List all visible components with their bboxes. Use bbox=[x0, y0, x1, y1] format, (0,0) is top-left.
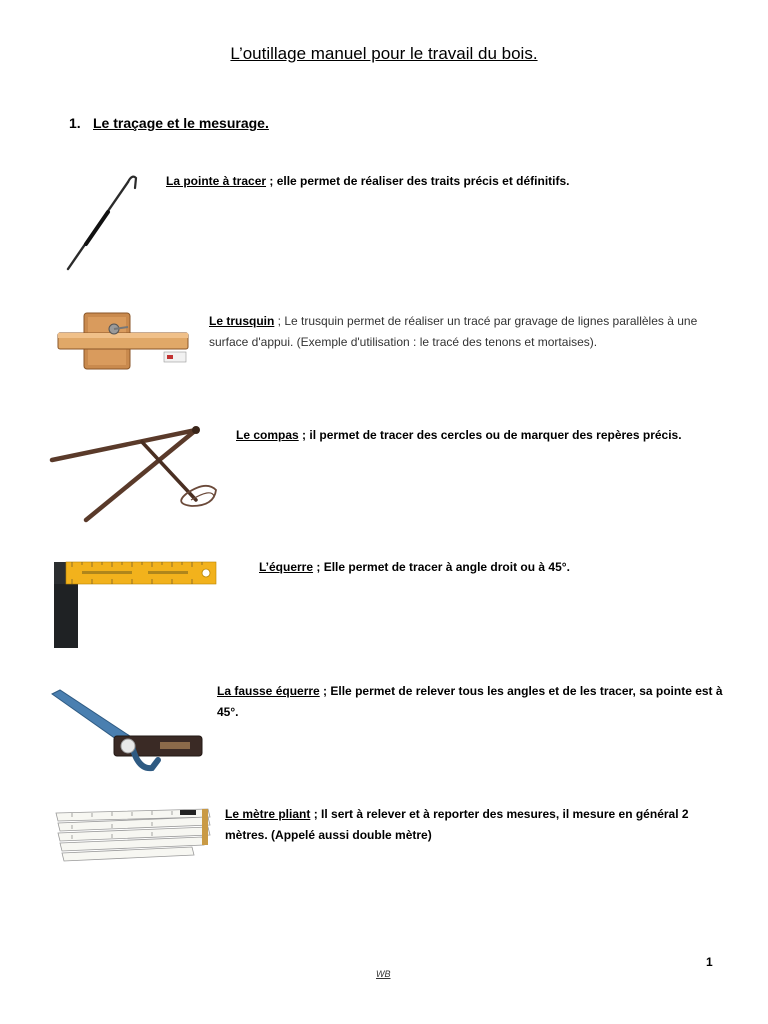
tool-name: La pointe à tracer bbox=[166, 174, 267, 188]
tool-description: ; Le trusquin permet de réaliser un tracé par gravage de lignes parallèles à une surface d'appui. (Exemple d'utilisation : le tracé des tenons et mortaises). bbox=[209, 314, 698, 349]
tool-name: La fausse équerre bbox=[217, 684, 320, 698]
page-number: 1 bbox=[706, 955, 713, 969]
tool-item-marking-gauge bbox=[209, 311, 729, 353]
document-title: L’outillage manuel pour le travail du bois. bbox=[230, 44, 538, 63]
tool-item-sliding-bevel bbox=[217, 681, 727, 723]
scriber-tool-image bbox=[56, 172, 140, 274]
section-label: Le traçage et le mesurage. bbox=[93, 115, 269, 131]
footer-initials: WB bbox=[376, 969, 391, 979]
tool-name: Le mètre pliant bbox=[225, 807, 311, 821]
try-square-image bbox=[52, 560, 218, 650]
tool-description: ; Elle permet de tracer à angle droit ou à 45°. bbox=[313, 560, 570, 574]
compass-image bbox=[46, 420, 220, 526]
section-number: 1. bbox=[69, 115, 81, 131]
tool-description: ; Elle permet de relever tous les angles et de les tracer, sa pointe est à 45°. bbox=[217, 684, 723, 719]
folding-rule-image bbox=[52, 805, 212, 867]
tool-item-compass bbox=[236, 425, 736, 446]
tool-item-folding-rule bbox=[225, 804, 725, 846]
tool-name: Le compas bbox=[236, 428, 299, 442]
tool-name: L’équerre bbox=[259, 560, 314, 574]
tool-name: Le trusquin bbox=[209, 314, 275, 328]
tool-item-scriber bbox=[166, 171, 726, 192]
sliding-bevel-image bbox=[48, 688, 206, 776]
tool-item-try-square bbox=[259, 557, 739, 578]
tool-description: ; il permet de tracer des cercles ou de marquer des repères précis. bbox=[298, 428, 682, 442]
section-heading bbox=[69, 115, 269, 131]
tool-description: ; Il sert à relever et à reporter des mesures, il mesure en général 2 mètres. (Appelé aussi double mètre) bbox=[225, 807, 689, 842]
tool-description: ; elle permet de réaliser des traits précis et définitifs. bbox=[266, 174, 570, 188]
marking-gauge-image bbox=[54, 309, 194, 375]
